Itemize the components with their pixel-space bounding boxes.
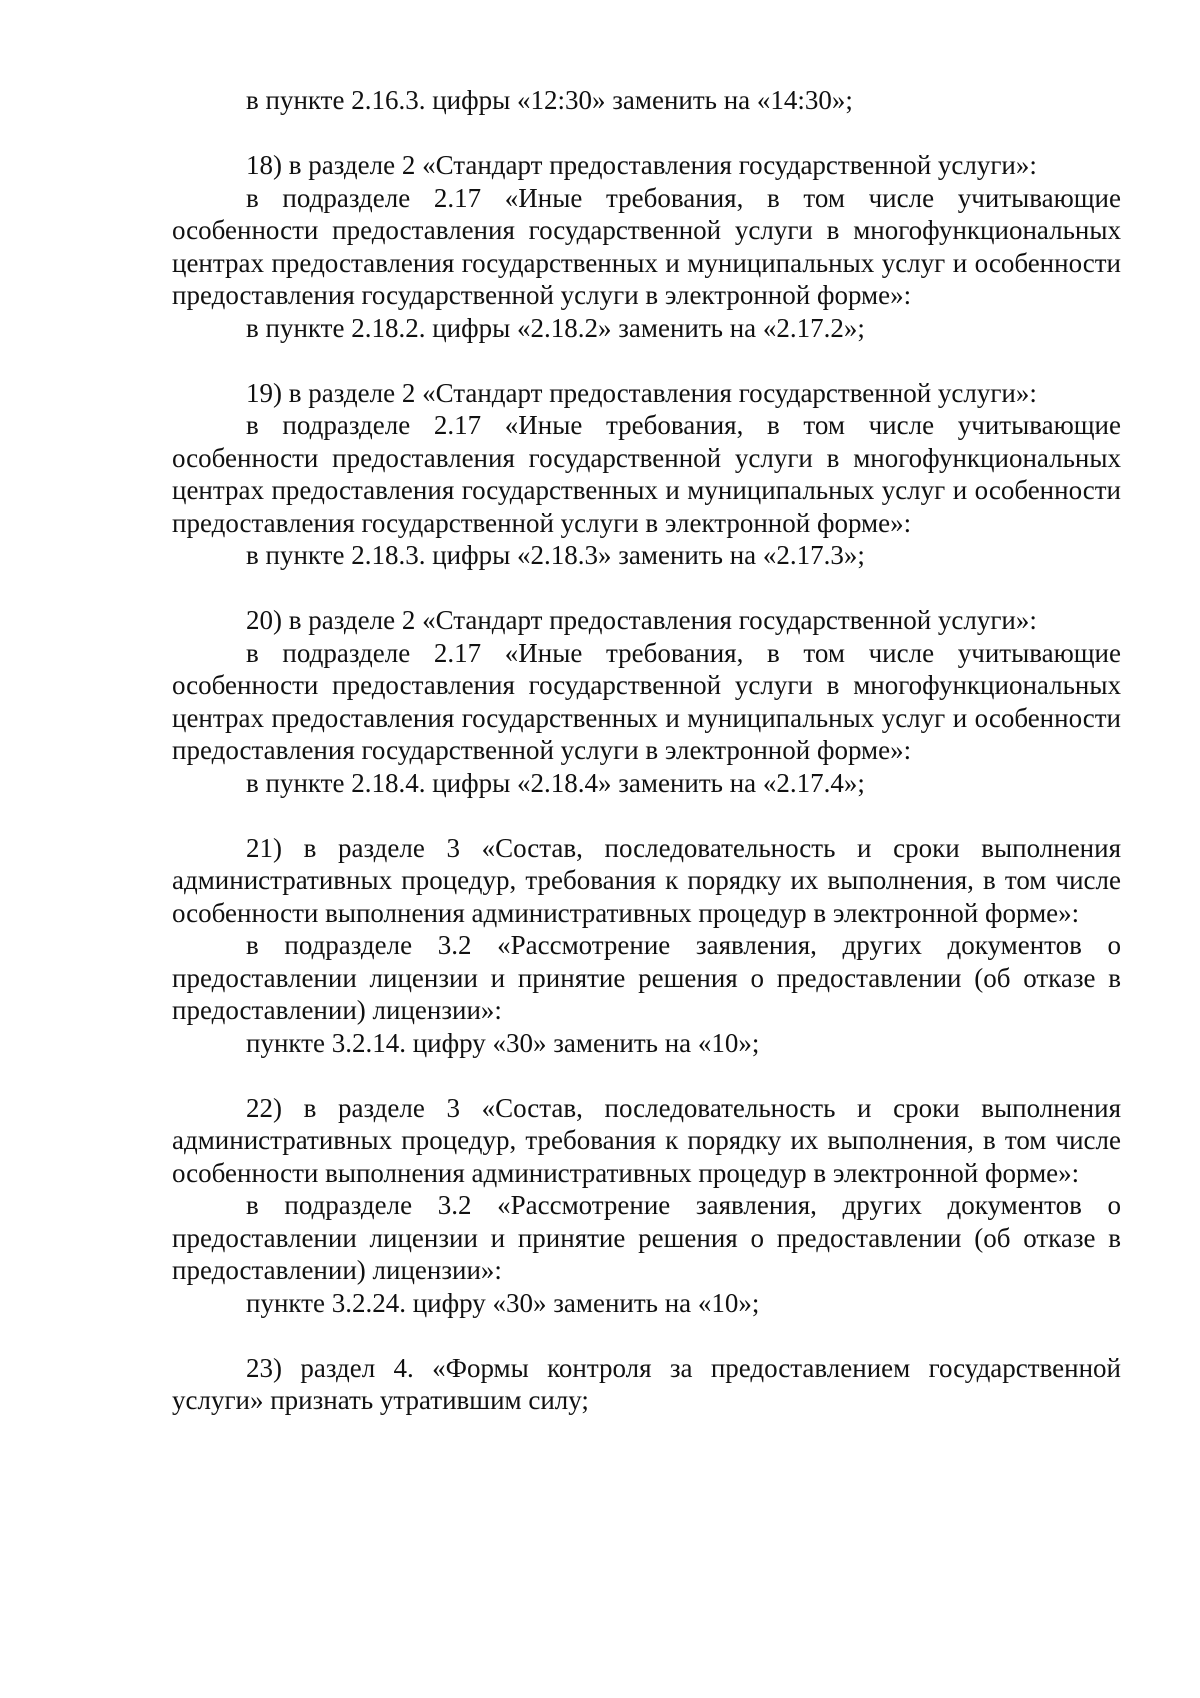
- block-spacer: [172, 572, 1121, 605]
- amendment-block: [172, 1352, 1121, 1417]
- paragraph: в подразделе 2.17 «Иные требования, в том числе учитывающие особенности предоставления государственной услуги в многофункциональных центрах предоставления государственных и муниципальных услуг и особенности предоставления государственной услуги в электронной форме»:: [172, 637, 1121, 765]
- paragraph: 22) в разделе 3 «Состав, последовательность и сроки выполнения административных процедур, требования к порядку их выполнения, в том числе особенности выполнения административных процедур в электронной форме»:: [172, 1092, 1121, 1188]
- paragraph: в подразделе 2.17 «Иные требования, в том числе учитывающие особенности предоставления государственной услуги в многофункциональных центрах предоставления государственных и муниципальных услуг и особенности предоставления государственной услуги в электронной форме»:: [172, 410, 1121, 538]
- paragraph: в пункте 2.18.2. цифры «2.18.2» заменить на «2.17.2»;: [246, 312, 865, 343]
- paragraph: в подразделе 3.2 «Рассмотрение заявления, других документов о предоставлении лицензии и принятие решения о предоставлении (об отказе в предоставлении) лицензии»:: [172, 1190, 1121, 1285]
- amendment-block: [172, 832, 1121, 1060]
- paragraph: в пункте 2.18.4. цифры «2.18.4» заменить на «2.17.4»;: [246, 767, 865, 798]
- paragraph: 19) в разделе 2 «Стандарт предоставления государственной услуги»:: [246, 377, 1037, 408]
- paragraph: в подразделе 3.2 «Рассмотрение заявления, других документов о предоставлении лицензии и принятие решения о предоставлении (об отказе в предоставлении) лицензии»:: [172, 930, 1121, 1025]
- amendment-block: [172, 604, 1121, 799]
- block-spacer: [172, 344, 1121, 377]
- block-spacer: [172, 1059, 1121, 1092]
- amendment-block: [172, 1092, 1121, 1320]
- paragraph: в подразделе 2.17 «Иные требования, в том числе учитывающие особенности предоставления государственной услуги в многофункциональных центрах предоставления государственных и муниципальных услуг и особенности предоставления государственной услуги в электронной форме»:: [172, 182, 1121, 310]
- block-spacer: [172, 799, 1121, 832]
- paragraph: пункте 3.2.14. цифру «30» заменить на «10»;: [246, 1027, 760, 1058]
- paragraph: пункте 3.2.24. цифру «30» заменить на «10»;: [246, 1287, 760, 1318]
- block-spacer: [172, 117, 1121, 150]
- amendment-block: [172, 377, 1121, 572]
- paragraph: в пункте 2.18.3. цифры «2.18.3» заменить на «2.17.3»;: [246, 540, 865, 570]
- amendment-block: [172, 84, 1121, 117]
- document-body: [172, 84, 1121, 1417]
- paragraph: 18) в разделе 2 «Стандарт предоставления государственной услуги»:: [246, 150, 1037, 180]
- paragraph: в пункте 2.16.3. цифры «12:30» заменить на «14:30»;: [246, 85, 853, 115]
- paragraph: 21) в разделе 3 «Состав, последовательность и сроки выполнения административных процедур, требования к порядку их выполнения, в том числе особенности выполнения административных процедур в электронной форме»:: [172, 832, 1121, 928]
- paragraph: 23) раздел 4. «Формы контроля за предоставлением государственной услуги» признать утратившим силу;: [172, 1352, 1121, 1415]
- paragraph: 20) в разделе 2 «Стандарт предоставления государственной услуги»:: [246, 605, 1037, 635]
- block-spacer: [172, 1319, 1121, 1352]
- amendment-block: [172, 149, 1121, 344]
